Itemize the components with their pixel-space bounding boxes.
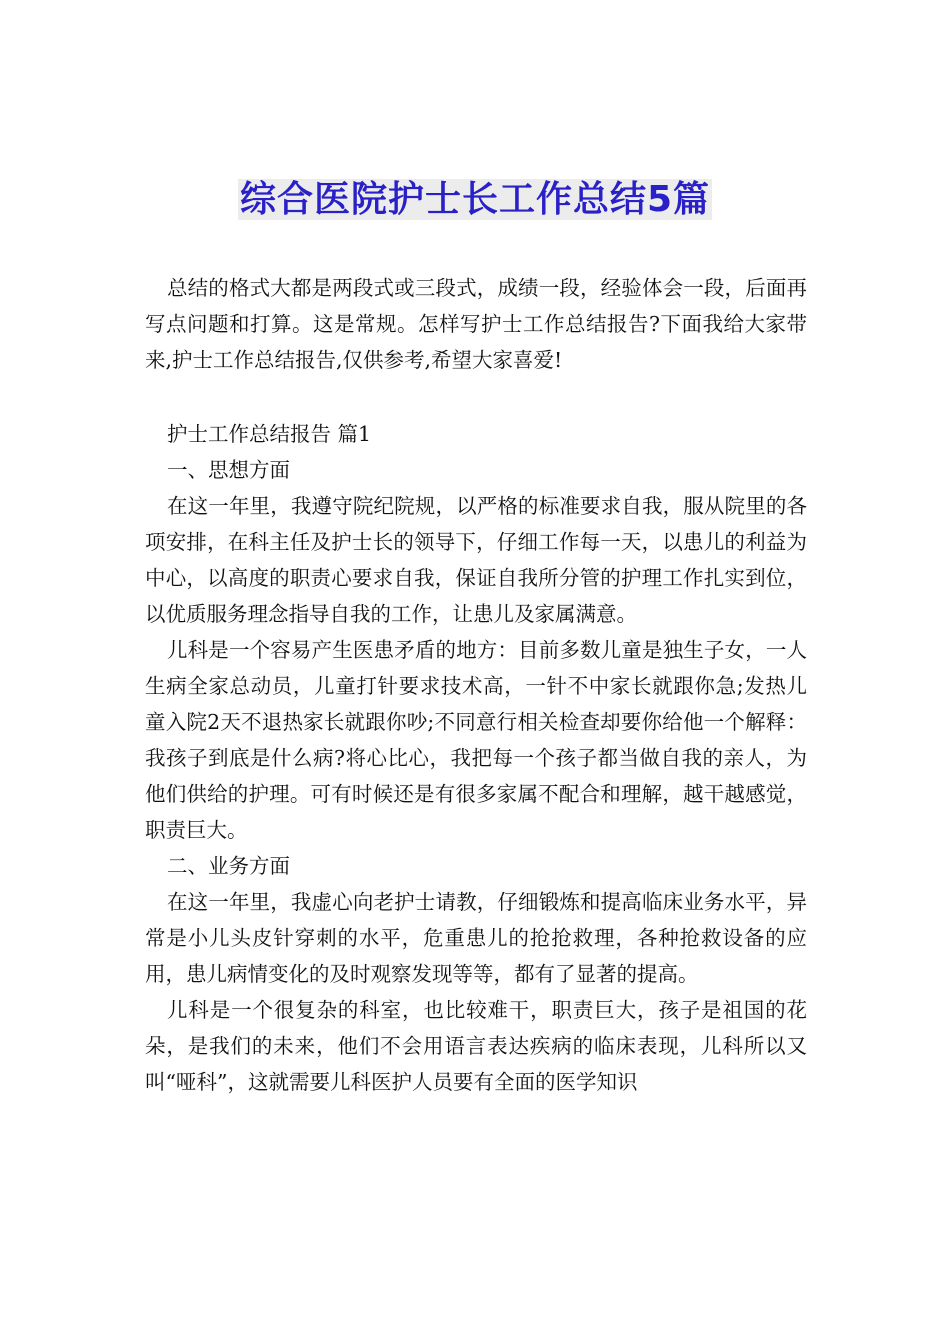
report-section [145, 416, 807, 1100]
section-title: 护士工作总结报告 篇1 [167, 422, 372, 446]
paragraph-business-2: 儿科是一个很复杂的科室，也比较难干，职责巨大，孩子是祖国的花朵，是我们的未来，他们不会用语言表达疾病的临床表现，儿科所以又叫“哑科”，这就需要儿科医护人员要有全面的医学知识 [145, 998, 807, 1094]
document-title [0, 172, 950, 228]
heading-business: 二、业务方面 [167, 854, 290, 878]
paragraph-business-1: 在这一年里，我虚心向老护士请教，仔细锻炼和提高临床业务水平，异常是小儿头皮针穿刺的水平，危重患儿的抢抢救理，各种抢救设备的应用，患儿病情变化的及时观察发现等等，都有了显著的提高。 [145, 890, 807, 986]
paragraph-thought-2: 儿科是一个容易产生医患矛盾的地方：目前多数儿童是独生子女，一人生病全家总动员，儿童打针要求技术高，一针不中家长就跟你急;发热儿童入院2天不退热家长就跟你吵;不同意行相关检查却要你给他一个解释：我孩子到底是什么病?将心比心，我把每一个孩子都当做自我的亲人，为他们供给的护理。可有时候还是有很多家属不配合和理解，越干越感觉，职责巨大。 [145, 638, 807, 842]
paragraph-thought-1: 在这一年里，我遵守院纪院规，以严格的标准要求自我，服从院里的各项安排，在科主任及护士长的领导下，仔细工作每一天，以患儿的利益为中心，以高度的职责心要求自我，保证自我所分管的护理工作扎实到位，以优质服务理念指导自我的工作，让患儿及家属满意。 [145, 494, 807, 626]
intro-block [145, 270, 807, 378]
document-title-text: 综合医院护士长工作总结5篇 [239, 179, 711, 220]
heading-thought: 一、思想方面 [167, 458, 290, 482]
intro-paragraph: 总结的格式大都是两段式或三段式，成绩一段，经验体会一段，后面再写点问题和打算。这是常规。怎样写护士工作总结报告?下面我给大家带来,护士工作总结报告,仅供参考,希望大家喜爱! [145, 276, 807, 372]
